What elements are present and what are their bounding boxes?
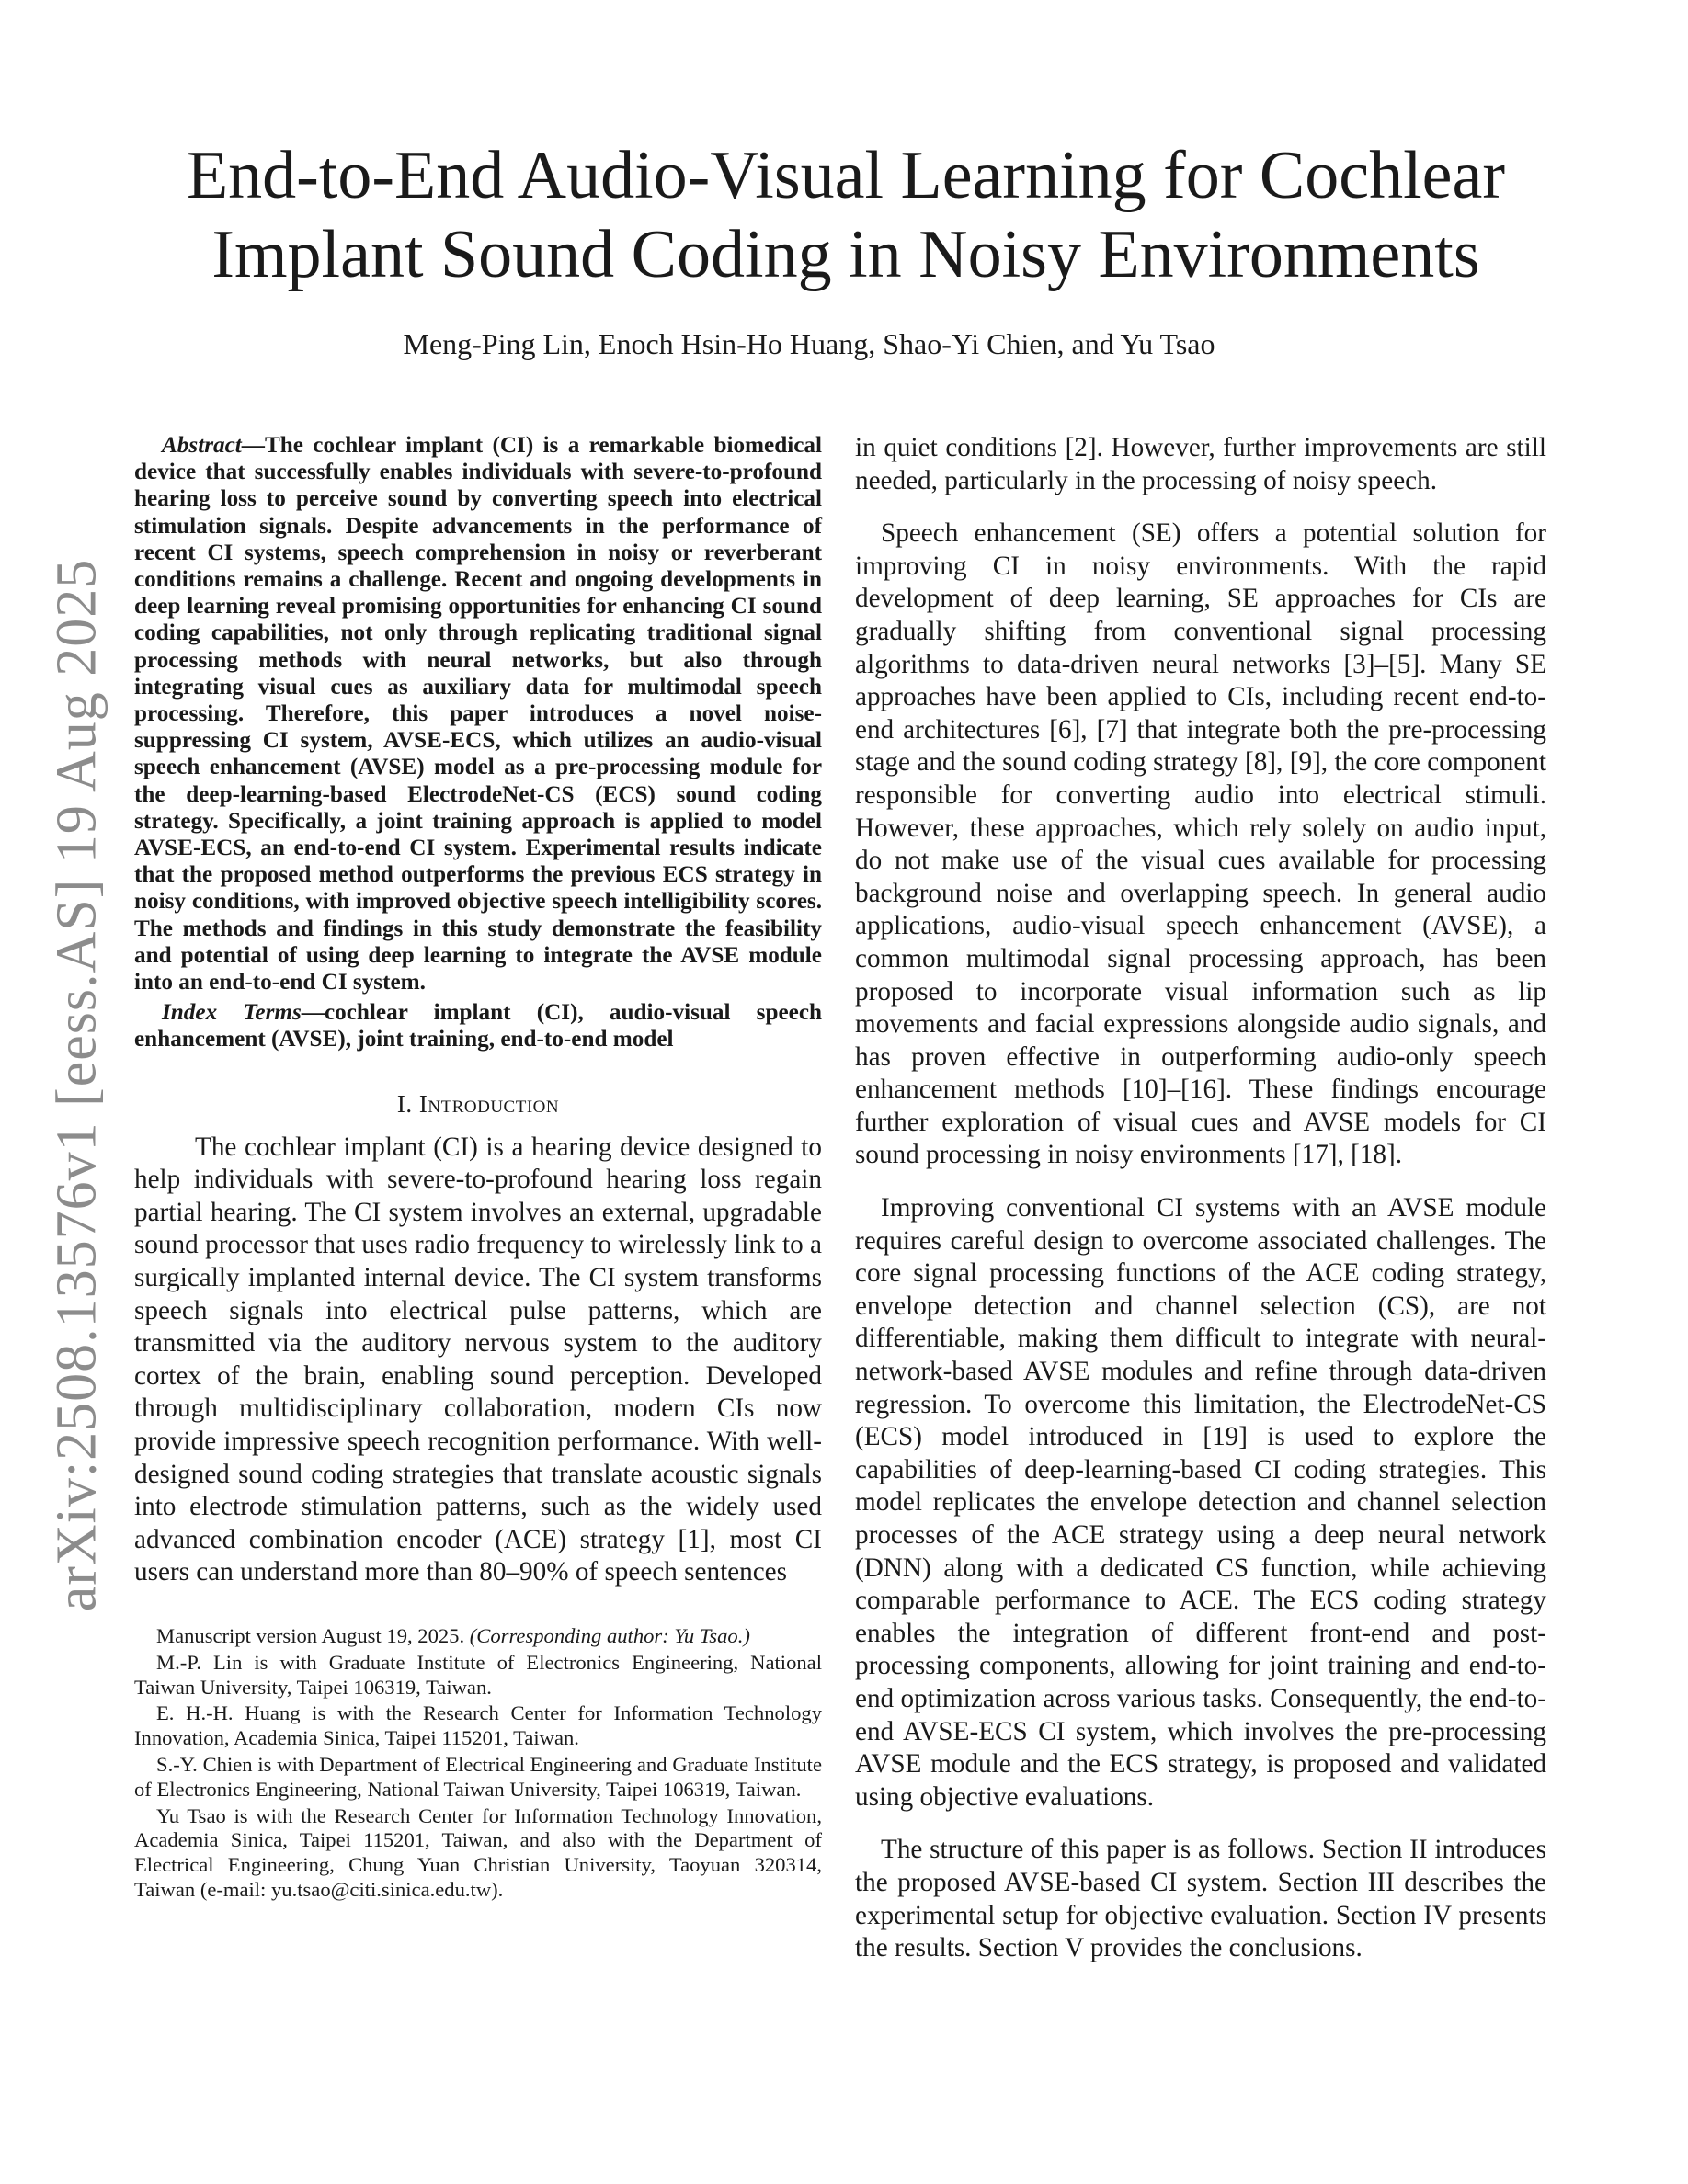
arxiv-identifier-text: arXiv:2508.13576v1 [eess.AS] 19 Aug 2025 [45,558,108,1611]
abstract-text: —The cochlear implant (CI) is a remarkable biomedical device that successfully enables individuals with severe-to-profound hearing loss to perceive sound by converting speech into electrical stimulation signals. Despite advancements in the performance of recent CI systems, speech comprehension in noisy or reverberant conditions remains a challenge. Recent and ongoing developments in deep learning reveal promising opportunities for enhancing CI sound coding capabilities, not only through replicating traditional signal processing methods with neural networks, but also through integrating visual cues as auxiliary data for multimodal speech processing. Therefore, this paper introduces a novel noise-suppressing CI system, AVSE-ECS, which utilizes an audio-visual speech enhancement (AVSE) model as a pre-processing module for the deep-learning-based ElectrodeNet-CS (ECS) sound coding strategy. Specifically, a joint training approach is applied to model AVSE-ECS, an end-to-end CI system. Experimental results indicate that the proposed method outperforms the previous ECS strategy in noisy conditions, with improved objective speech intelligibility scores. The methods and findings in this study demonstrate the feasibility and potential of using deep learning to integrate the AVSE module into an end-to-end CI system. [134,433,822,995]
speech-enhancement-paragraph: Speech enhancement (SE) offers a potential solution for improving CI in noisy environments. With the rapid development of deep learning, SE approaches for CIs are gradually shifting from conventional signal processing algorithms to data-driven neural networks [3]–[5]. Many SE approaches have been applied to CIs, including recent end-to-end architectures [6], [7] that integrate both the pre-processing stage and the sound coding strategy [8], [9], the core component responsible for converting audio into electrical stimuli. However, these approaches, which rely solely on audio input, do not make use of the visual cues available for processing background noise and overlapping speech. In general audio applications, audio-visual speech enhancement (AVSE), a common multimodal signal processing approach, has been proposed to incorporate visual information such as lip movements and facial expressions alongside audio signals, and has proven effective in outperforming audio-only speech enhancement methods [10]–[16]. These findings encourage further exploration of visual cues and AVSE models for CI sound processing in noisy environments [17], [18]. [855,518,1546,1170]
right-column [855,432,1546,1985]
paper-title: End-to-End Audio-Visual Learning for Cochlear Implant Sound Coding in Noisy Environments [186,138,1506,292]
index-terms-label: Index Terms [162,1000,302,1026]
footnotes [134,1624,822,1903]
abstract [134,432,822,995]
index-terms-text: —cochlear implant (CI), audio-visual speech enhancement (AVSE), joint training, end-to-end model [134,1000,823,1052]
section-heading-introduction [134,1090,822,1119]
footnote-affiliation-lin: M.-P. Lin is with Graduate Institute of Electronics Engineering, National Taiwan University, Taipei 106319, Taiwan. [134,1650,822,1699]
footnote-corresponding-author: (Corresponding author: Yu Tsao.) [469,1623,750,1647]
left-column [134,432,822,1905]
index-terms [134,999,822,1052]
section-number: I. [396,1089,419,1118]
footnote-affiliation-huang: E. H.-H. Huang is with the Research Center for Information Technology Innovation, Academia Sinica, Taipei 115201, Taiwan. [134,1701,822,1750]
avse-integration-paragraph: Improving conventional CI systems with an AVSE module requires careful design to overcome associated challenges. The core signal processing functions of the ACE coding strategy, envelope detection and channel selection (CS), are not differentiable, making them difficult to integrate with neural-network-based AVSE modules and refine through data-driven regression. To overcome this limitation, the ElectrodeNet-CS (ECS) model introduced in [19] is used to explore the capabilities of deep-learning-based CI coding strategies. This model replicates the envelope detection and channel selection processes of the ACE strategy using a deep neural network (DNN) along with a dedicated CS function, while achieving comparable performance to ACE. The ECS coding strategy enables the integration of different front-end and post-processing components, allowing for joint training and end-to-end optimization across various tasks. Consequently, the end-to-end AVSE-ECS CI system, which involves the pre-processing AVSE module and the ECS strategy, is proposed and validated using objective evaluations. [855,1193,1546,1812]
section-title: Introduction [418,1089,560,1118]
intro-paragraph: The cochlear implant (CI) is a hearing device designed to help individuals with severe-to-profound hearing loss regain partial hearing. The CI system involves an external, upgradable sound processor that uses radio frequency to wirelessly link to a surgically implanted internal device. The CI system transforms speech signals into electrical pulse patterns, which are transmitted via the auditory nervous system to the auditory cortex of the brain, enabling sound perception. Developed through multidisciplinary collaboration, modern CIs now provide impressive speech recognition performance. With well-designed sound coding strategies that translate acoustic signals into electrode stimulation patterns, such as the widely used advanced combination encoder (ACE) strategy [1], most CI users can understand more than 80–90% of speech sentences [134,1132,822,1587]
abstract-label: Abstract [162,433,242,458]
arxiv-identifier [33,558,121,1611]
footnote-manuscript [134,1624,822,1649]
footnote-manuscript-text: Manuscript version August 19, 2025. [156,1623,470,1647]
author-list: Meng-Ping Lin, Enoch Hsin-Ho Huang, Shao-Yi Chien, and Yu Tsao [403,327,1215,360]
footnote-affiliation-chien: S.-Y. Chien is with Department of Electrical Engineering and Graduate Institute of Electronics Engineering, National Taiwan University, Taipei 106319, Taiwan. [134,1752,822,1801]
footnote-affiliation-tsao: Yu Tsao is with the Research Center for Information Technology Innovation, Academia Sinica, Taipei 115201, Taiwan, and also with the Department of Electrical Engineering, Chung Yuan Christian University, Taoyuan 320314, Taiwan (e-mail: yu.tsao@citi.sinica.edu.tw). [134,1803,822,1901]
paper-structure-paragraph: The structure of this paper is as follows. Section II introduces the proposed AVSE-based CI system. Section III describes the experimental setup for objective evaluation. Section IV presents the results. Section V provides the conclusions. [855,1835,1546,1963]
intro-paragraph-continued: in quiet conditions [2]. However, further improvements are still needed, particularly in the processing of noisy speech. [855,433,1546,495]
